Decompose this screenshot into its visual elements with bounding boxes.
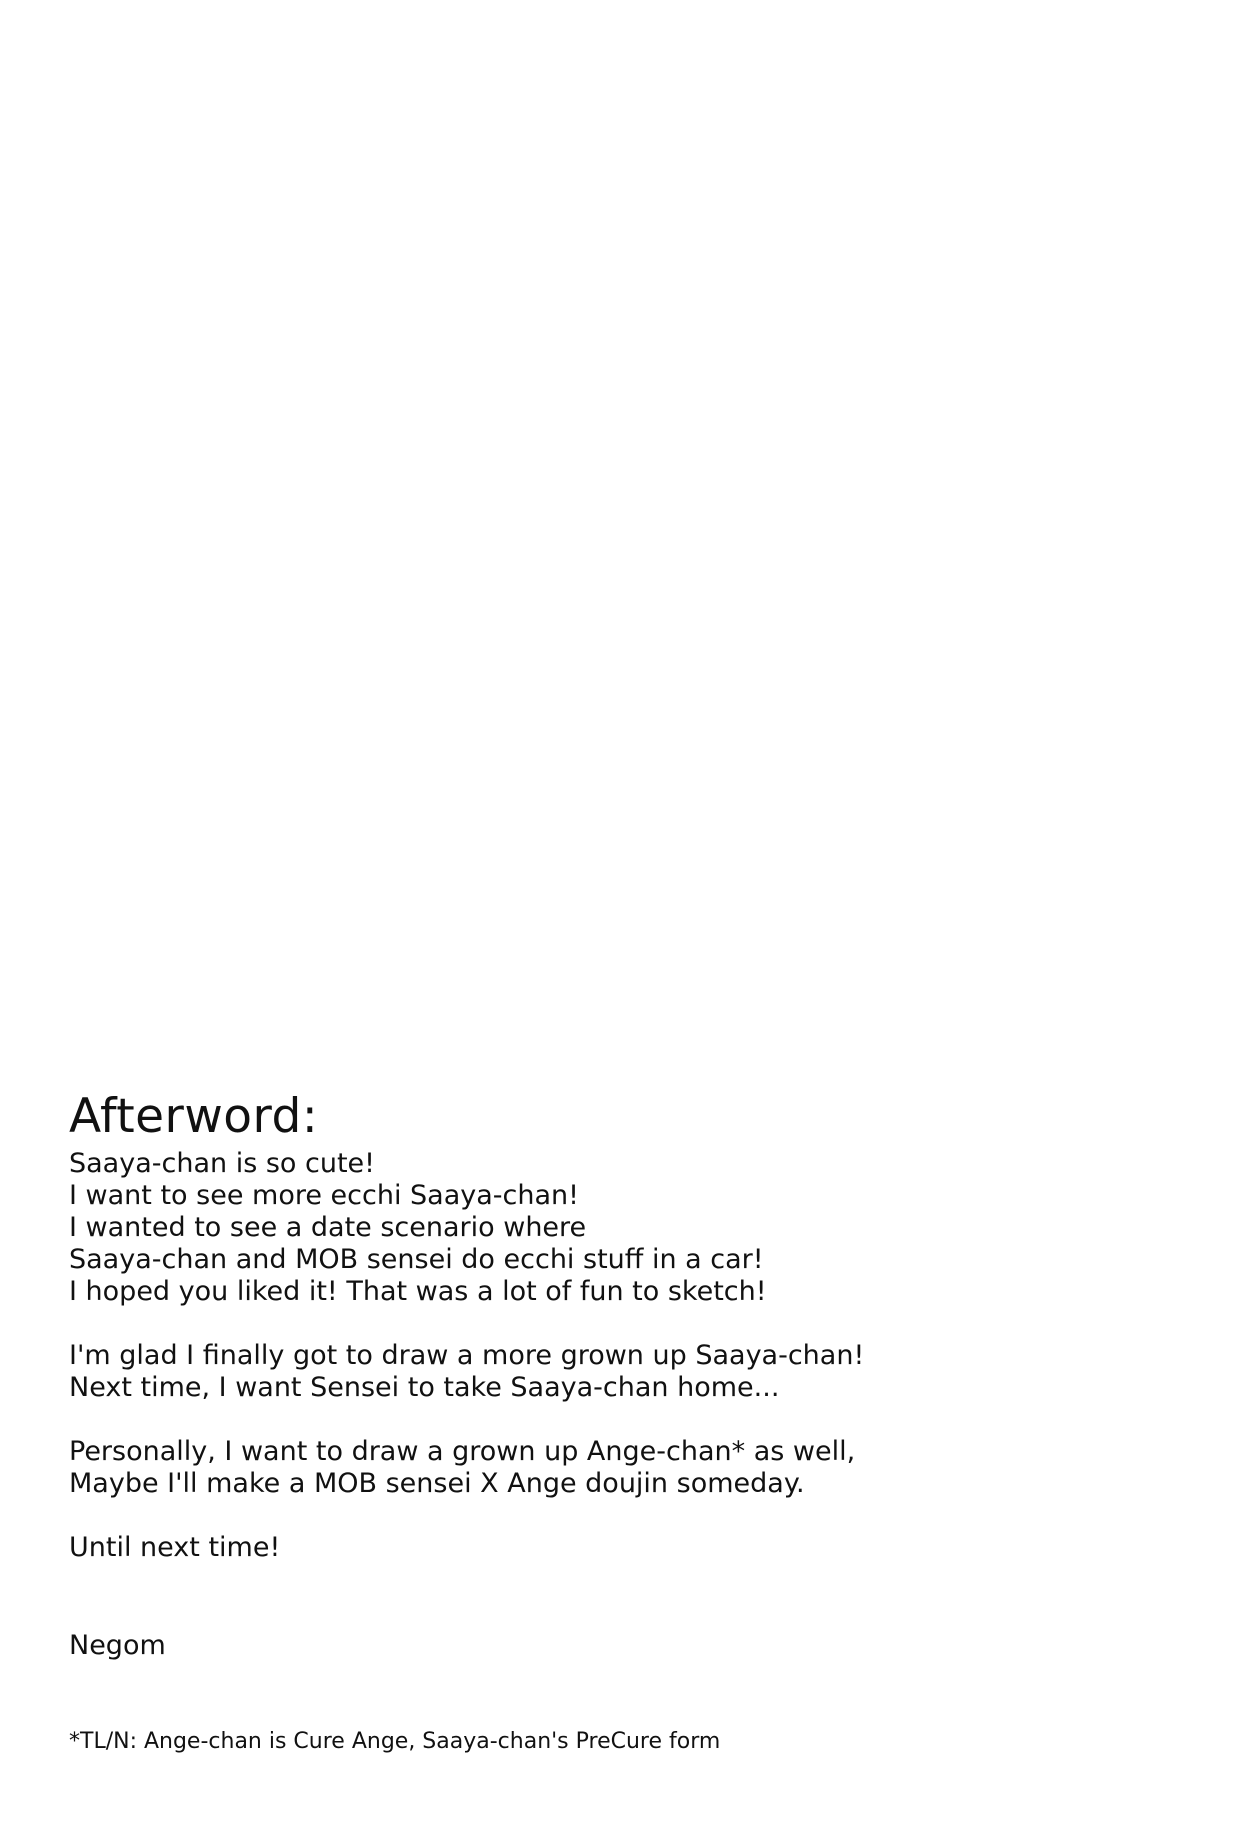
- text-line: Personally, I want to draw a grown up Ange-chan* as well,: [69, 1436, 856, 1467]
- afterword-title: Afterword:: [69, 1089, 319, 1144]
- paragraph-2: [69, 1340, 1069, 1404]
- author-signature: Negom: [69, 1630, 166, 1661]
- paragraph-3: [69, 1436, 1069, 1500]
- text-line: Saaya-chan and MOB sensei do ecchi stuff in a car!: [69, 1244, 764, 1275]
- paragraph-spacer: [69, 1308, 1069, 1340]
- paragraph-spacer: [69, 1500, 1069, 1532]
- signature-spacer: [69, 1564, 1069, 1630]
- paragraph-1: [69, 1148, 1069, 1308]
- closing-paragraph: [69, 1532, 1069, 1564]
- translator-footnote: *TL/N: Ange-chan is Cure Ange, Saaya-chan's PreCure form: [69, 1729, 721, 1754]
- text-line: Next time, I want Sensei to take Saaya-chan home...: [69, 1372, 780, 1403]
- closing-line: Until next time!: [69, 1532, 281, 1563]
- text-line: I want to see more ecchi Saaya-chan!: [69, 1180, 579, 1211]
- text-line: I'm glad I finally got to draw a more grown up Saaya-chan!: [69, 1340, 865, 1371]
- afterword-section: [69, 1090, 1069, 1662]
- paragraph-spacer: [69, 1404, 1069, 1436]
- text-line: I wanted to see a date scenario where: [69, 1212, 587, 1243]
- text-line: I hoped you liked it! That was a lot of fun to sketch!: [69, 1276, 767, 1307]
- text-line: Maybe I'll make a MOB sensei X Ange doujin someday.: [69, 1468, 805, 1499]
- text-line: Saaya-chan is so cute!: [69, 1148, 375, 1179]
